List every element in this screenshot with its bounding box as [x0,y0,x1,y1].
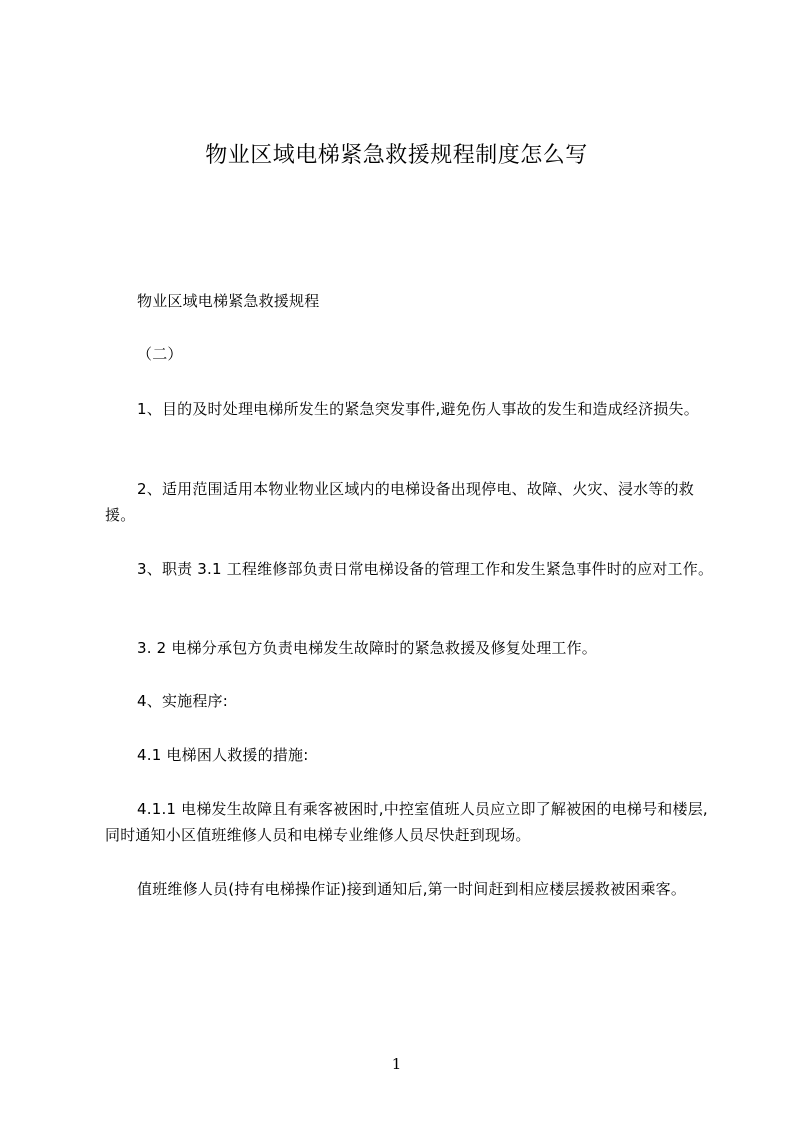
paragraph-scope: 2、适用范围适用本物业物业区域内的电梯设备出现停电、故障、火灾、浸水等的救援。 [105,480,694,524]
paragraph-subcontractor: 3. 2 电梯分承包方负责电梯发生故障时的紧急救援及修复处理工作。 [137,639,597,657]
paragraph-purpose: 1、目的及时处理电梯所发生的紧急突发事件,避免伤人事故的发生和造成经济损失。 [137,400,699,418]
paragraph-procedure: 4、实施程序: [137,692,228,710]
paragraph-heading: 物业区域电梯紧急救援规程 [137,292,320,310]
document-title: 物业区域电梯紧急救援规程制度怎么写 [205,143,588,168]
paragraph-responsibility: 3、职责 3.1 工程维修部负责日常电梯设备的管理工作和发生紧急事件时的应对工作。 [137,560,714,578]
page-number: 1 [391,1055,402,1073]
paragraph-rescue-measures: 4.1 电梯困人救援的措施: [137,746,309,764]
paragraph-trapped-passengers: 4.1.1 电梯发生故障且有乘客被困时,中控室值班人员应立即了解被困的电梯号和楼层,同时通知小区值班维修人员和电梯专业维修人员尽快赶到现场。 [105,800,708,844]
paragraph-maintenance-staff: 值班维修人员(持有电梯操作证)接到通知后,第一时间赶到相应楼层援救被困乘客。 [137,880,687,898]
paragraph-section-number: （二） [137,345,183,363]
